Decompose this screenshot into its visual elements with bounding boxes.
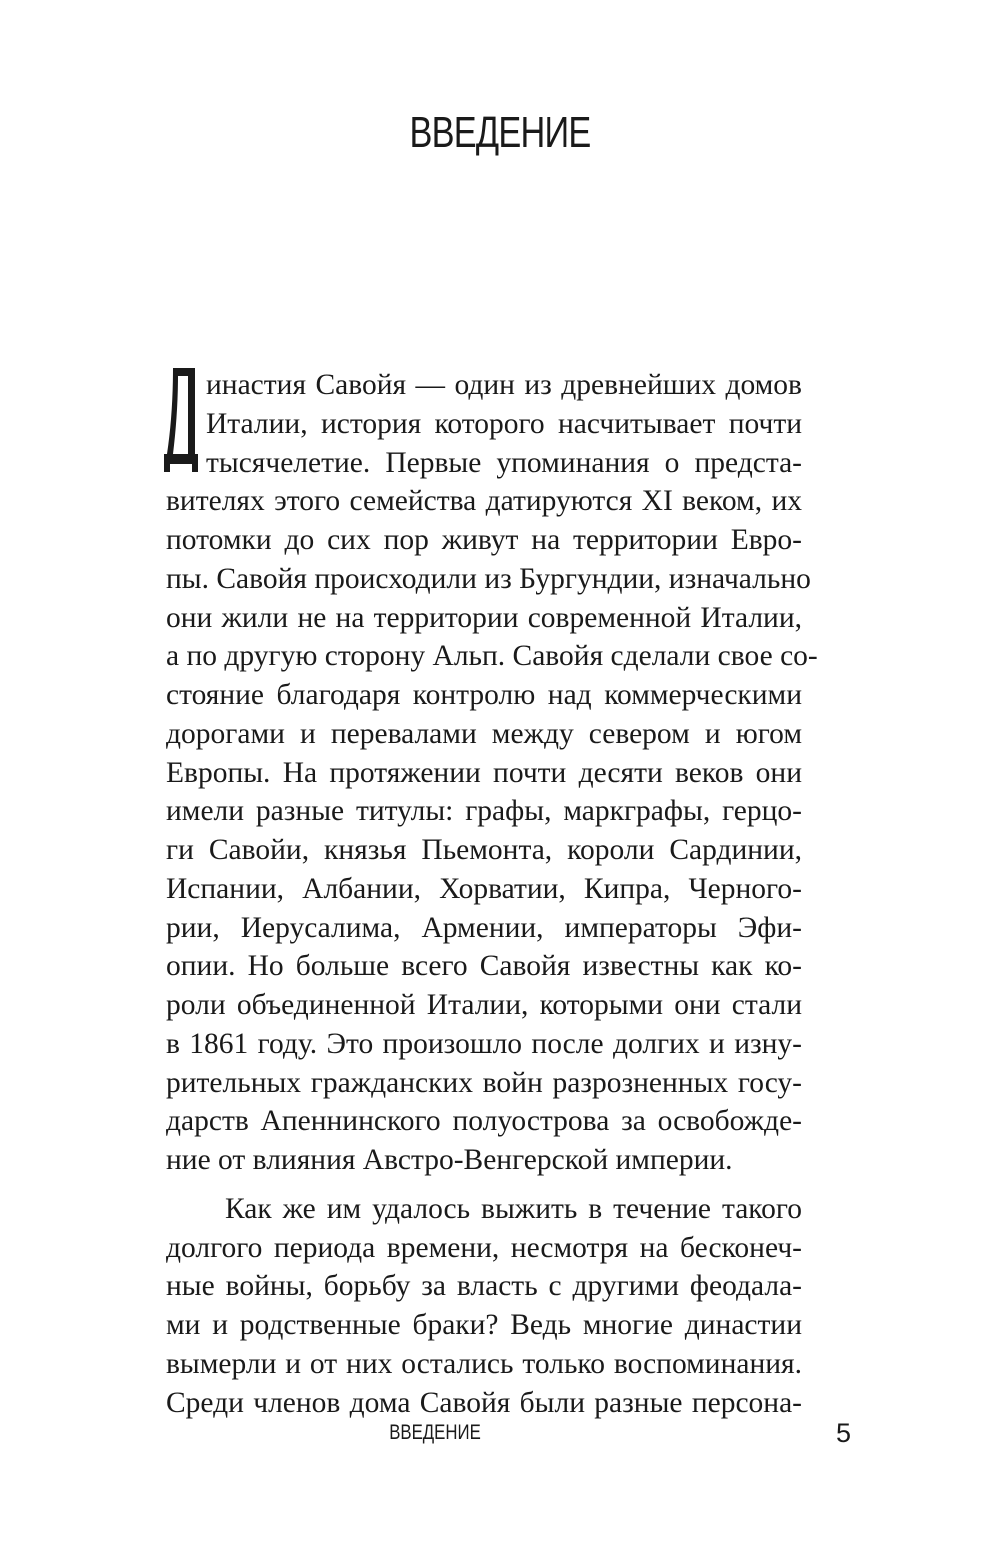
text-line: Европы. На протяжении почти десяти веков они (166, 756, 802, 789)
text-line: ми и родственные браки? Ведь многие династии (166, 1309, 802, 1341)
text-line: Как же им удалось выжить в течение такого (225, 1192, 802, 1225)
text-line: а по другую сторону Альп. Савойя сделали свое со- (166, 640, 818, 673)
text-line: потомки до сих пор живут на территории Евро- (166, 524, 802, 556)
text-line: долгого периода времени, несмотря на бесконеч- (166, 1231, 802, 1264)
text-line: Среди членов дома Савойя были разные персона- (166, 1386, 802, 1419)
text-line: Италии, история которого насчитывает почти (206, 407, 802, 440)
text-line: вымерли и от них остались только воспоминания. (166, 1347, 802, 1380)
text-line: рии, Иерусалима, Армении, императоры Эфи- (166, 911, 802, 944)
text-line: тысячелетие. Первые упоминания о предста- (206, 446, 802, 479)
body-text (166, 366, 818, 1422)
page-title: ВВЕДЕНИЕ (409, 108, 591, 157)
text-line: рительных гражданских войн разрозненных госу- (166, 1066, 802, 1099)
text-line: инастия Савойя — один из древнейших домов (206, 369, 802, 401)
running-head: ВВЕДЕНИЕ (389, 1421, 481, 1444)
drop-cap (164, 368, 198, 472)
text-line: роли объединенной Италии, которыми они стали (166, 989, 802, 1021)
text-line: ги Савойи, князья Пьемонта, короли Сардинии, (166, 834, 802, 866)
text-line: вителях этого семейства датируются XI веком, их (166, 485, 802, 518)
text-line: они жили не на территории современной Италии, (166, 601, 802, 634)
text-line: пы. Савойя происходили из Бургундии, изначально (166, 562, 811, 595)
paragraph-gap (166, 1180, 802, 1190)
paragraph-2 (166, 1190, 802, 1423)
text-line: стояние благодаря контролю над коммерческими (166, 679, 802, 711)
text-line: опии. Но больше всего Савойя известны как ко- (166, 950, 802, 983)
text-line: имели разные титулы: графы, маркграфы, герцо- (166, 795, 802, 828)
text-line: ные войны, борьбу за власть с другими феодала- (166, 1270, 802, 1303)
text-line: дарств Апеннинского полуострова за освобожде- (166, 1105, 802, 1138)
text-line: в 1861 году. Это произошло после долгих и изну- (166, 1027, 802, 1060)
page-number: 5 (836, 1418, 852, 1448)
text-line: дорогами и перевалами между севером и югом (166, 717, 802, 750)
paragraph-1 (166, 366, 818, 1180)
text-line: Испании, Албании, Хорватии, Кипра, Черного- (166, 872, 802, 905)
text-line: ние от влияния Австро-Венгерской империи. (166, 1144, 733, 1176)
